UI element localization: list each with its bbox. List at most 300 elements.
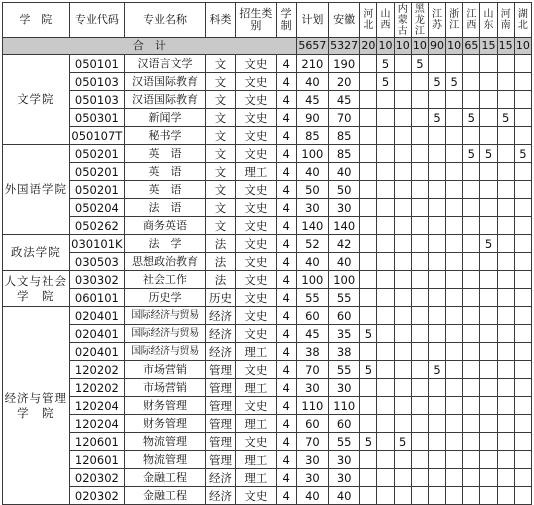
major-code-cell: 050101 xyxy=(69,55,125,73)
plan-cell: 100 xyxy=(296,145,328,163)
province-cell xyxy=(446,235,463,253)
province-cell xyxy=(377,325,394,343)
province-cell xyxy=(428,307,445,325)
major-code-cell: 050103 xyxy=(69,73,125,91)
major-code-cell: 050201 xyxy=(69,163,125,181)
province-cell xyxy=(446,55,463,73)
header-category: 科类 xyxy=(205,3,235,38)
province-cell xyxy=(446,109,463,127)
years-cell: 4 xyxy=(276,397,296,415)
years-cell: 4 xyxy=(276,361,296,379)
anhui-cell: 55 xyxy=(329,361,360,379)
province-cell xyxy=(497,235,514,253)
province-cell xyxy=(463,433,480,451)
major-code-cell: 120202 xyxy=(69,379,125,397)
province-cell xyxy=(514,73,531,91)
major-name-cell: 法 语 xyxy=(125,199,206,217)
province-cell xyxy=(360,307,377,325)
province-cell xyxy=(360,469,377,487)
province-cell xyxy=(463,451,480,469)
province-cell xyxy=(497,217,514,235)
enrollment-type-cell: 文史 xyxy=(236,325,276,343)
table-row xyxy=(3,397,532,415)
category-cell: 文 xyxy=(205,145,235,163)
total-province-cell: 90 xyxy=(428,38,445,55)
province-cell xyxy=(411,199,428,217)
header-province-hebei: 河北 xyxy=(360,3,377,38)
years-cell: 4 xyxy=(276,379,296,397)
province-cell xyxy=(463,271,480,289)
province-cell: 5 xyxy=(497,109,514,127)
table-row xyxy=(3,325,532,343)
years-cell: 4 xyxy=(276,217,296,235)
enrollment-type-cell: 文史 xyxy=(236,127,276,145)
major-name-cell: 汉语国际教育 xyxy=(125,73,206,91)
province-cell xyxy=(514,253,531,271)
province-cell xyxy=(446,181,463,199)
plan-cell: 60 xyxy=(296,415,328,433)
total-province-cell: 10 xyxy=(446,38,463,55)
total-province-cell: 65 xyxy=(463,38,480,55)
major-code-cell: 030302 xyxy=(69,271,125,289)
header-province-henan: 河南 xyxy=(497,3,514,38)
province-cell: 5 xyxy=(463,109,480,127)
plan-cell: 70 xyxy=(296,361,328,379)
province-cell xyxy=(446,487,463,505)
years-cell: 4 xyxy=(276,145,296,163)
province-cell xyxy=(394,127,411,145)
header-province-shandong: 山东 xyxy=(480,3,497,38)
plan-cell: 38 xyxy=(296,343,328,361)
province-cell xyxy=(394,469,411,487)
province-cell xyxy=(360,379,377,397)
province-cell xyxy=(377,469,394,487)
category-cell: 经济 xyxy=(205,487,235,505)
province-cell xyxy=(480,271,497,289)
province-cell xyxy=(497,199,514,217)
province-cell xyxy=(480,433,497,451)
province-cell xyxy=(394,379,411,397)
major-name-cell: 金融工程 xyxy=(125,487,206,505)
province-cell xyxy=(480,289,497,307)
major-name-cell: 汉语言文学 xyxy=(125,55,206,73)
province-cell xyxy=(480,415,497,433)
province-cell xyxy=(428,433,445,451)
province-cell xyxy=(480,253,497,271)
years-cell: 4 xyxy=(276,73,296,91)
category-cell: 历史 xyxy=(205,289,235,307)
province-cell xyxy=(480,217,497,235)
enrollment-type-cell: 文史 xyxy=(236,307,276,325)
anhui-cell: 30 xyxy=(329,451,360,469)
plan-cell: 40 xyxy=(296,253,328,271)
province-cell xyxy=(514,235,531,253)
category-cell: 经济 xyxy=(205,343,235,361)
province-cell xyxy=(446,217,463,235)
years-cell: 4 xyxy=(276,451,296,469)
province-cell xyxy=(428,253,445,271)
province-cell xyxy=(497,397,514,415)
table-row xyxy=(3,361,532,379)
major-name-cell: 法 学 xyxy=(125,235,206,253)
years-cell: 4 xyxy=(276,289,296,307)
years-cell: 4 xyxy=(276,487,296,505)
province-cell: 5 xyxy=(428,361,445,379)
category-cell: 文 xyxy=(205,109,235,127)
province-cell xyxy=(480,163,497,181)
province-cell xyxy=(446,469,463,487)
province-cell xyxy=(514,433,531,451)
province-cell xyxy=(514,181,531,199)
category-cell: 管理 xyxy=(205,397,235,415)
province-cell xyxy=(497,325,514,343)
years-cell: 4 xyxy=(276,469,296,487)
province-cell xyxy=(377,163,394,181)
plan-cell: 45 xyxy=(296,91,328,109)
anhui-cell: 70 xyxy=(329,109,360,127)
enrollment-type-cell: 文史 xyxy=(236,361,276,379)
province-cell xyxy=(480,199,497,217)
province-cell xyxy=(411,181,428,199)
years-cell: 4 xyxy=(276,343,296,361)
header-province-neimenggu: 内蒙古 xyxy=(394,3,411,38)
major-name-cell: 国际经济与贸易 xyxy=(125,325,206,343)
province-cell xyxy=(428,343,445,361)
province-cell xyxy=(463,253,480,271)
table-row xyxy=(3,433,532,451)
table-row xyxy=(3,379,532,397)
province-cell xyxy=(394,343,411,361)
province-cell xyxy=(394,361,411,379)
major-name-cell: 市场营销 xyxy=(125,361,206,379)
anhui-cell: 55 xyxy=(329,289,360,307)
province-cell xyxy=(463,73,480,91)
enrollment-type-cell: 理工 xyxy=(236,379,276,397)
enrollment-type-cell: 文史 xyxy=(236,109,276,127)
province-cell xyxy=(394,145,411,163)
header-years: 学制 xyxy=(276,3,296,38)
province-cell: 5 xyxy=(463,145,480,163)
header-province-hubei: 湖北 xyxy=(514,3,531,38)
province-cell xyxy=(428,199,445,217)
major-code-cell: 050201 xyxy=(69,145,125,163)
enrollment-type-cell: 理工 xyxy=(236,451,276,469)
major-name-cell: 财务管理 xyxy=(125,397,206,415)
header-row xyxy=(3,3,532,38)
major-name-cell: 国际经济与贸易 xyxy=(125,343,206,361)
province-cell xyxy=(446,361,463,379)
plan-cell: 70 xyxy=(296,433,328,451)
enrollment-type-cell: 文史 xyxy=(236,91,276,109)
category-cell: 文 xyxy=(205,127,235,145)
province-cell xyxy=(446,379,463,397)
anhui-cell: 40 xyxy=(329,253,360,271)
province-cell xyxy=(360,91,377,109)
table-row xyxy=(3,289,532,307)
province-cell xyxy=(497,415,514,433)
anhui-cell: 55 xyxy=(329,433,360,451)
province-cell xyxy=(514,289,531,307)
anhui-cell: 40 xyxy=(329,487,360,505)
province-cell xyxy=(446,91,463,109)
province-cell xyxy=(377,253,394,271)
province-cell xyxy=(446,325,463,343)
province-cell xyxy=(497,487,514,505)
table-row xyxy=(3,91,532,109)
category-cell: 管理 xyxy=(205,433,235,451)
province-cell xyxy=(394,271,411,289)
province-cell xyxy=(497,181,514,199)
enrollment-type-cell: 文史 xyxy=(236,199,276,217)
major-name-cell: 物流管理 xyxy=(125,451,206,469)
header-province-jiangsu: 江苏 xyxy=(428,3,445,38)
province-cell xyxy=(411,91,428,109)
province-cell xyxy=(428,451,445,469)
province-cell xyxy=(497,271,514,289)
province-cell xyxy=(377,361,394,379)
category-cell: 法 xyxy=(205,253,235,271)
province-cell xyxy=(497,127,514,145)
province-cell xyxy=(514,451,531,469)
major-name-cell: 历史学 xyxy=(125,289,206,307)
province-cell xyxy=(446,199,463,217)
category-cell: 经济 xyxy=(205,307,235,325)
anhui-cell: 38 xyxy=(329,343,360,361)
plan-cell: 60 xyxy=(296,307,328,325)
province-cell xyxy=(394,91,411,109)
table-row xyxy=(3,343,532,361)
major-code-cell: 050262 xyxy=(69,217,125,235)
anhui-cell: 35 xyxy=(329,325,360,343)
province-cell xyxy=(480,325,497,343)
enrollment-type-cell: 理工 xyxy=(236,415,276,433)
province-cell xyxy=(497,343,514,361)
anhui-cell: 85 xyxy=(329,145,360,163)
major-code-cell: 050103 xyxy=(69,91,125,109)
anhui-cell: 60 xyxy=(329,415,360,433)
header-province-shanxi: 山西 xyxy=(377,3,394,38)
total-province-cell: 10 xyxy=(394,38,411,55)
province-cell: 5 xyxy=(428,109,445,127)
province-cell xyxy=(428,415,445,433)
province-cell: 5 xyxy=(411,55,428,73)
province-cell xyxy=(514,379,531,397)
province-cell xyxy=(463,307,480,325)
province-cell xyxy=(377,433,394,451)
province-cell xyxy=(428,487,445,505)
province-cell xyxy=(394,253,411,271)
total-province-cell: 15 xyxy=(480,38,497,55)
category-cell: 文 xyxy=(205,55,235,73)
province-cell: 5 xyxy=(360,361,377,379)
total-label: 合 计 xyxy=(3,38,297,55)
table-row xyxy=(3,127,532,145)
major-name-cell: 英 语 xyxy=(125,145,206,163)
college-cell: 政法学院 xyxy=(3,235,70,271)
province-cell xyxy=(360,181,377,199)
province-cell xyxy=(428,397,445,415)
province-cell xyxy=(446,145,463,163)
province-cell xyxy=(360,415,377,433)
category-cell: 法 xyxy=(205,235,235,253)
years-cell: 4 xyxy=(276,235,296,253)
major-name-cell: 英 语 xyxy=(125,181,206,199)
province-cell xyxy=(514,271,531,289)
province-cell xyxy=(480,379,497,397)
province-cell xyxy=(394,307,411,325)
province-cell xyxy=(377,397,394,415)
province-cell xyxy=(497,55,514,73)
province-cell xyxy=(428,217,445,235)
province-cell xyxy=(497,253,514,271)
province-cell xyxy=(377,199,394,217)
province-cell xyxy=(480,397,497,415)
category-cell: 文 xyxy=(205,199,235,217)
anhui-cell: 45 xyxy=(329,91,360,109)
province-cell xyxy=(411,415,428,433)
enrollment-type-cell: 文史 xyxy=(236,253,276,271)
province-cell xyxy=(428,325,445,343)
total-province-cell: 10 xyxy=(411,38,428,55)
province-cell xyxy=(411,145,428,163)
enrollment-type-cell: 文史 xyxy=(236,145,276,163)
table-row xyxy=(3,181,532,199)
major-name-cell: 汉语国际教育 xyxy=(125,91,206,109)
years-cell: 4 xyxy=(276,433,296,451)
province-cell xyxy=(463,325,480,343)
enrollment-type-cell: 文史 xyxy=(236,235,276,253)
major-code-cell: 020401 xyxy=(69,325,125,343)
years-cell: 4 xyxy=(276,181,296,199)
province-cell xyxy=(360,397,377,415)
province-cell xyxy=(480,109,497,127)
province-cell xyxy=(480,181,497,199)
province-cell xyxy=(514,307,531,325)
anhui-cell: 30 xyxy=(329,469,360,487)
province-cell xyxy=(411,433,428,451)
province-cell xyxy=(394,487,411,505)
major-name-cell: 思想政治教育 xyxy=(125,253,206,271)
province-cell: 5 xyxy=(377,55,394,73)
province-cell xyxy=(411,325,428,343)
enrollment-type-cell: 文史 xyxy=(236,433,276,451)
plan-cell: 30 xyxy=(296,451,328,469)
province-cell xyxy=(377,487,394,505)
category-cell: 法 xyxy=(205,271,235,289)
category-cell: 文 xyxy=(205,163,235,181)
major-name-cell: 新闻学 xyxy=(125,109,206,127)
province-cell xyxy=(428,469,445,487)
province-cell xyxy=(480,487,497,505)
province-cell xyxy=(360,55,377,73)
province-cell xyxy=(480,451,497,469)
plan-cell: 50 xyxy=(296,181,328,199)
years-cell: 4 xyxy=(276,307,296,325)
header-college: 学 院 xyxy=(3,3,70,38)
enrollment-type-cell: 理工 xyxy=(236,163,276,181)
major-code-cell: 050201 xyxy=(69,181,125,199)
total-anhui: 5327 xyxy=(329,38,360,55)
enrollment-type-cell: 文史 xyxy=(236,73,276,91)
province-cell xyxy=(377,451,394,469)
province-cell xyxy=(394,199,411,217)
total-row xyxy=(3,38,532,55)
plan-cell: 110 xyxy=(296,397,328,415)
province-cell xyxy=(394,235,411,253)
province-cell xyxy=(394,415,411,433)
category-cell: 管理 xyxy=(205,379,235,397)
anhui-cell: 30 xyxy=(329,379,360,397)
total-plan: 5657 xyxy=(296,38,328,55)
enrollment-type-cell: 文史 xyxy=(236,487,276,505)
years-cell: 4 xyxy=(276,325,296,343)
province-cell xyxy=(411,487,428,505)
province-cell xyxy=(514,217,531,235)
province-cell xyxy=(480,343,497,361)
province-cell xyxy=(514,325,531,343)
province-cell xyxy=(463,415,480,433)
province-cell xyxy=(411,235,428,253)
province-cell: 5 xyxy=(514,145,531,163)
province-cell xyxy=(394,325,411,343)
plan-cell: 85 xyxy=(296,127,328,145)
province-cell xyxy=(394,397,411,415)
province-cell xyxy=(377,181,394,199)
province-cell xyxy=(377,289,394,307)
province-cell xyxy=(411,73,428,91)
table-row xyxy=(3,217,532,235)
province-cell xyxy=(514,469,531,487)
province-cell xyxy=(463,379,480,397)
years-cell: 4 xyxy=(276,127,296,145)
years-cell: 4 xyxy=(276,415,296,433)
plan-cell: 30 xyxy=(296,379,328,397)
province-cell xyxy=(411,271,428,289)
province-cell xyxy=(463,289,480,307)
table-body xyxy=(3,38,532,505)
total-province-cell: 20 xyxy=(360,38,377,55)
table-row xyxy=(3,199,532,217)
province-cell xyxy=(480,73,497,91)
category-cell: 文 xyxy=(205,217,235,235)
total-province-cell: 10 xyxy=(514,38,531,55)
province-cell: 5 xyxy=(480,235,497,253)
province-cell xyxy=(377,343,394,361)
province-cell xyxy=(514,487,531,505)
major-name-cell: 英 语 xyxy=(125,163,206,181)
province-cell xyxy=(446,289,463,307)
province-cell xyxy=(428,271,445,289)
category-cell: 文 xyxy=(205,73,235,91)
enrollment-type-cell: 文史 xyxy=(236,181,276,199)
province-cell xyxy=(377,235,394,253)
province-cell xyxy=(411,361,428,379)
province-cell xyxy=(446,433,463,451)
province-cell xyxy=(428,289,445,307)
province-cell xyxy=(411,289,428,307)
college-cell: 经济与管理学 院 xyxy=(3,307,70,505)
table-row xyxy=(3,163,532,181)
table-row xyxy=(3,253,532,271)
province-cell xyxy=(411,397,428,415)
category-cell: 管理 xyxy=(205,361,235,379)
college-cell: 文学院 xyxy=(3,55,70,145)
province-cell xyxy=(497,307,514,325)
province-cell xyxy=(497,163,514,181)
table-row xyxy=(3,55,532,73)
province-cell xyxy=(360,235,377,253)
enrollment-type-cell: 文史 xyxy=(236,55,276,73)
